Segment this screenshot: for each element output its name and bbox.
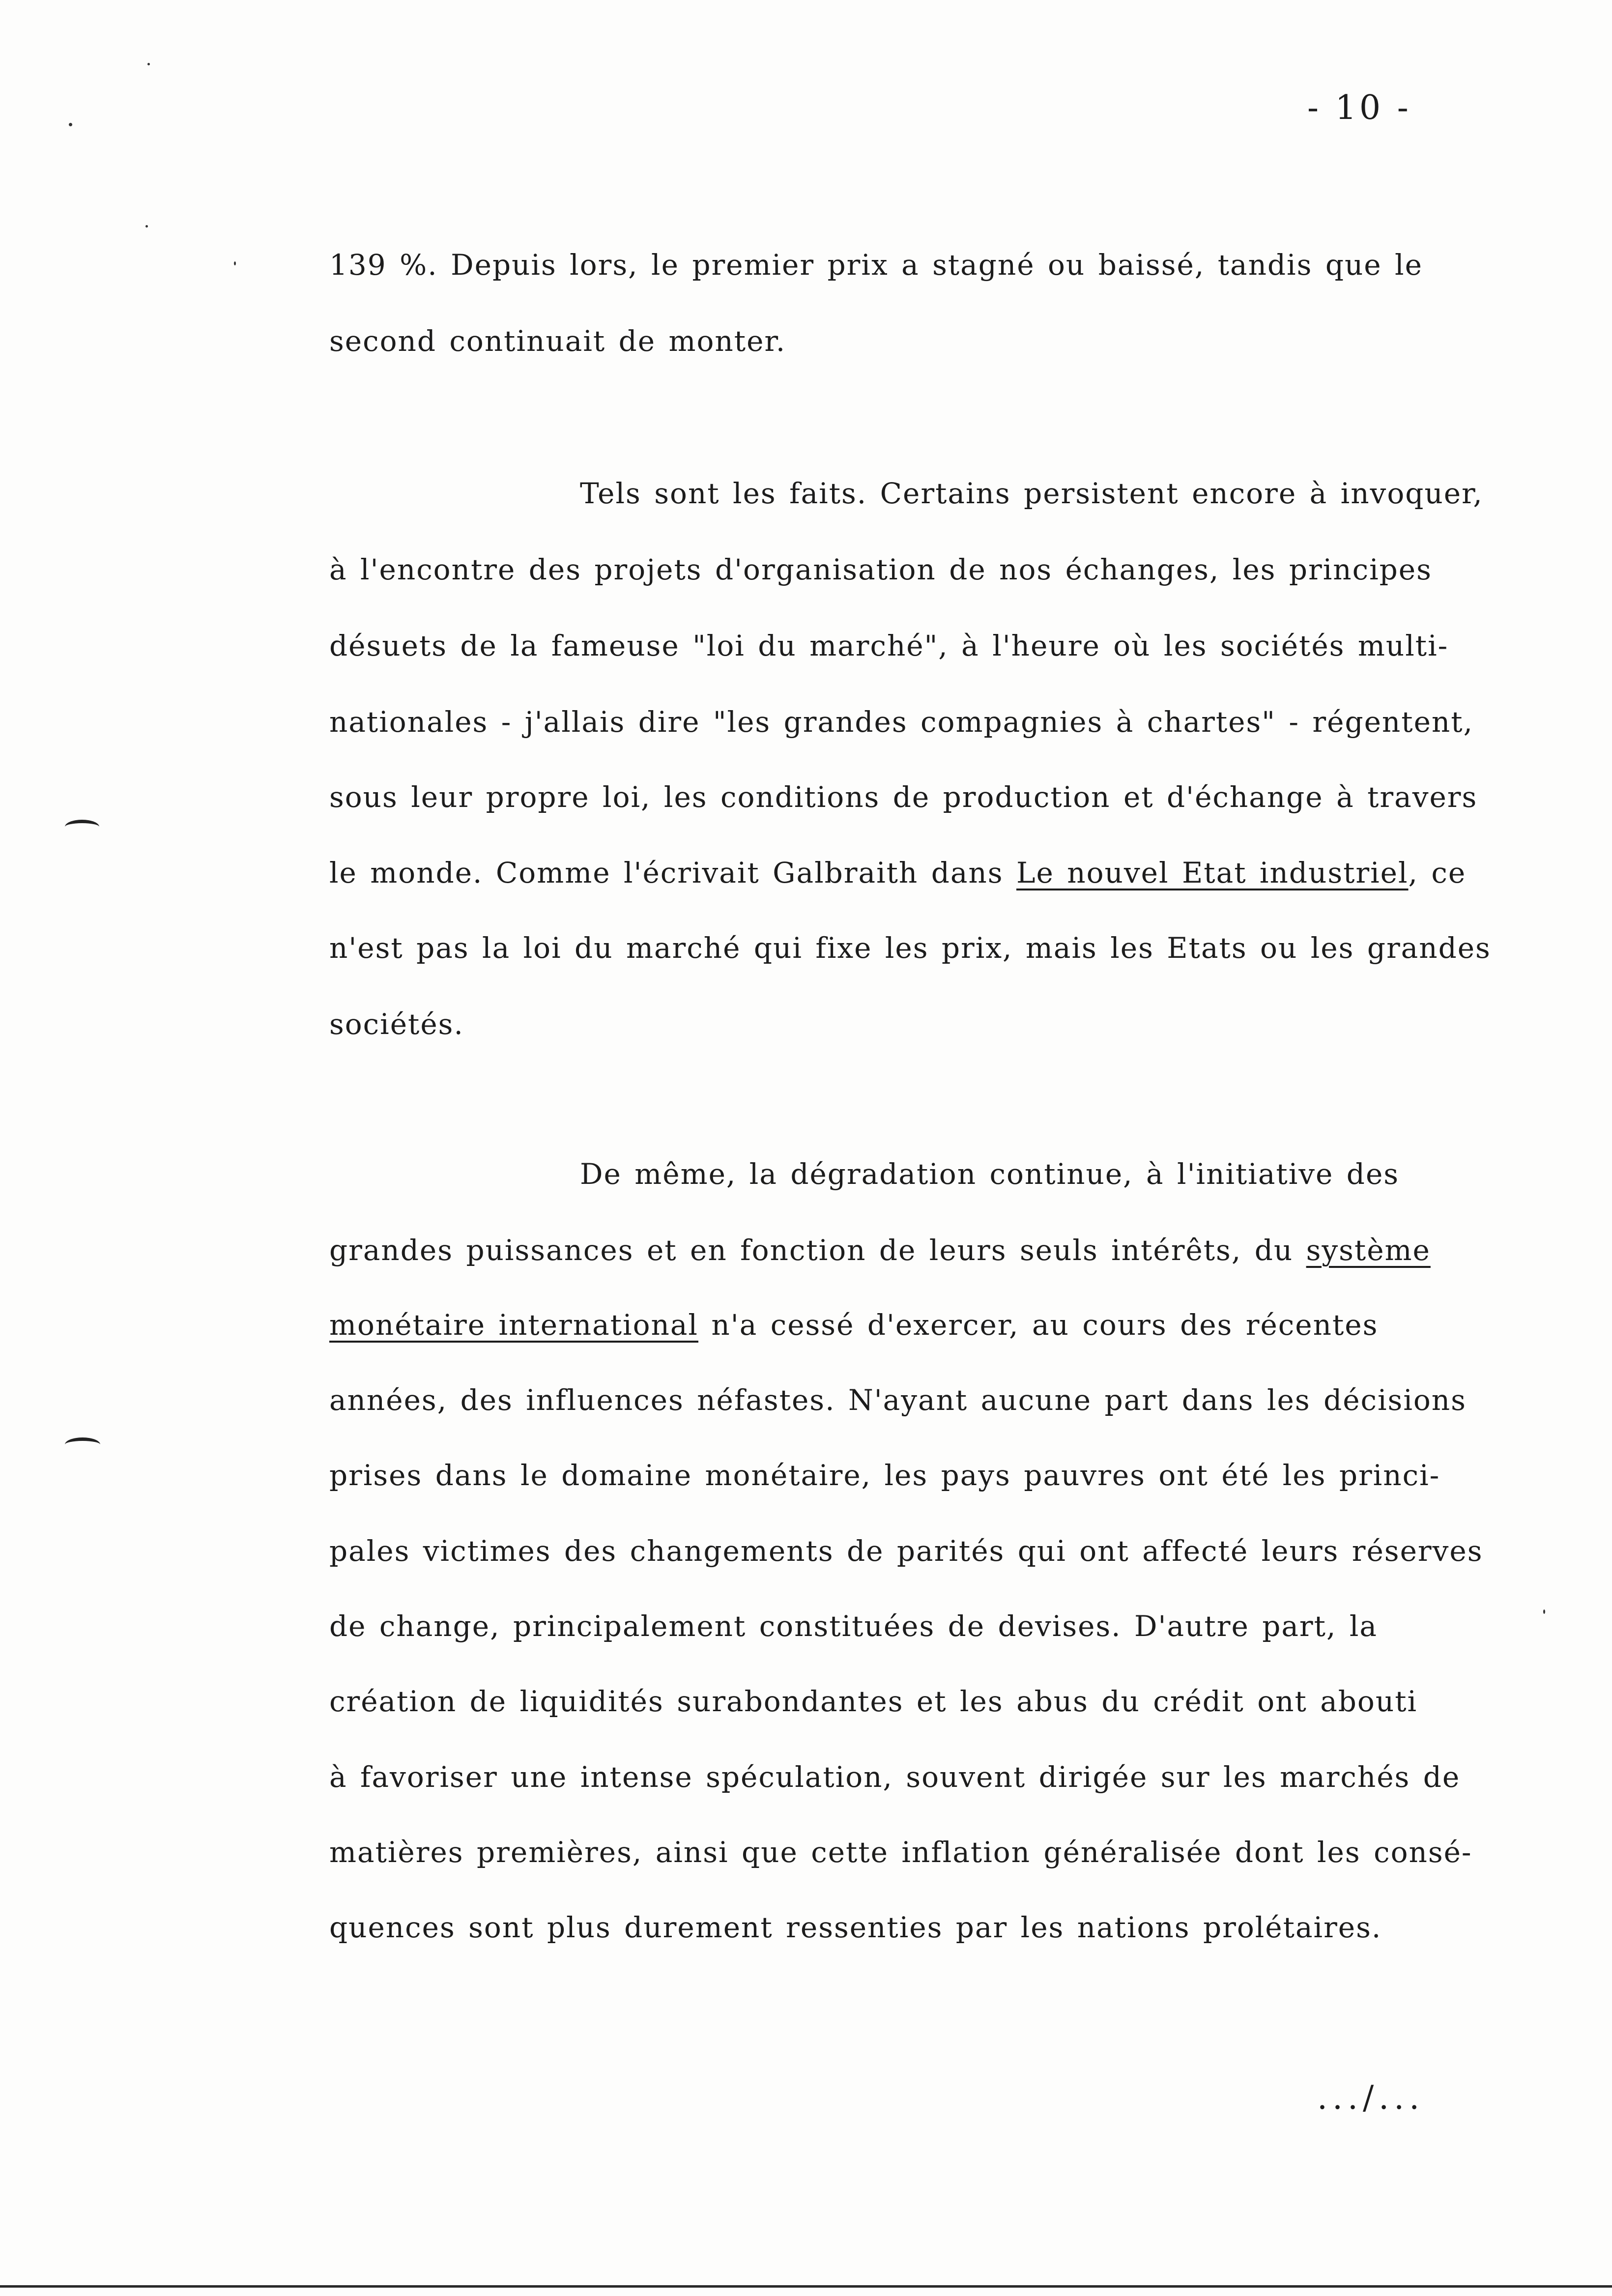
text-line-21: quences sont plus durement ressenties par les nations prolétaires.	[329, 1911, 1382, 1944]
text-line-2: second continuait de monter.	[329, 324, 786, 358]
text-line-13	[329, 1308, 1378, 1342]
scan-edge-line	[0, 2285, 1612, 2288]
scan-speck	[145, 225, 148, 228]
text-line-8-start: le monde. Comme l'écrivait Galbraith dans	[329, 856, 1016, 890]
text-line-18: création de liquidités surabondantes et les abus du crédit ont abouti	[329, 1685, 1418, 1718]
text-line-8	[329, 856, 1466, 890]
text-line-16: pales victimes des changements de parités qui ont affecté leurs réserves	[329, 1534, 1483, 1568]
text-line-13-end: n'a cessé d'exercer, au cours des récentes	[698, 1308, 1379, 1342]
scan-speck	[234, 261, 236, 265]
book-title: Le nouvel Etat industriel	[1016, 856, 1409, 890]
text-line-5: désuets de la fameuse "loi du marché", à l'heure où les sociétés multi-	[329, 629, 1449, 662]
text-line-14: années, des influences néfastes. N'ayant aucune part dans les décisions	[329, 1383, 1467, 1417]
scan-speck	[69, 123, 72, 126]
scan-speck	[1543, 1609, 1545, 1614]
scan-speck	[147, 63, 150, 65]
margin-punch-mark	[65, 1437, 100, 1452]
text-line-6: nationales - j'allais dire "les grandes compagnies à chartes" - régentent,	[329, 705, 1474, 739]
text-line-8-end: , ce	[1408, 856, 1467, 890]
text-line-1: 139 %. Depuis lors, le premier prix a stagné ou baissé, tandis que le	[329, 248, 1423, 282]
text-line-9: n'est pas la loi du marché qui fixe les prix, mais les Etats ou les grandes	[329, 931, 1491, 965]
text-line-3: Tels sont les faits. Certains persistent encore à invoquer,	[580, 477, 1483, 510]
text-line-20: matières premières, ainsi que cette inflation généralisée dont les consé-	[329, 1836, 1472, 1869]
text-line-4: à l'encontre des projets d'organisation de nos échanges, les principes	[329, 553, 1432, 586]
margin-punch-mark	[65, 820, 99, 834]
page-number: - 10 -	[1307, 88, 1411, 127]
text-line-15: prises dans le domaine monétaire, les pays pauvres ont été les princi-	[329, 1459, 1440, 1492]
text-line-17: de change, principalement constituées de devises. D'autre part, la	[329, 1609, 1378, 1643]
underlined-term-2: monétaire international	[329, 1308, 698, 1342]
text-line-10: sociétés.	[329, 1007, 464, 1041]
continuation-mark: .../...	[1317, 2079, 1425, 2117]
text-line-11: De même, la dégradation continue, à l'initiative des	[580, 1157, 1400, 1191]
text-line-12-start: grandes puissances et en fonction de leurs seuls intérêts, du	[329, 1234, 1306, 1267]
text-line-12	[329, 1234, 1431, 1267]
text-line-7: sous leur propre loi, les conditions de production et d'échange à travers	[329, 780, 1478, 814]
underlined-term-1: système	[1306, 1234, 1431, 1267]
text-line-19: à favoriser une intense spéculation, souvent dirigée sur les marchés de	[329, 1760, 1461, 1794]
